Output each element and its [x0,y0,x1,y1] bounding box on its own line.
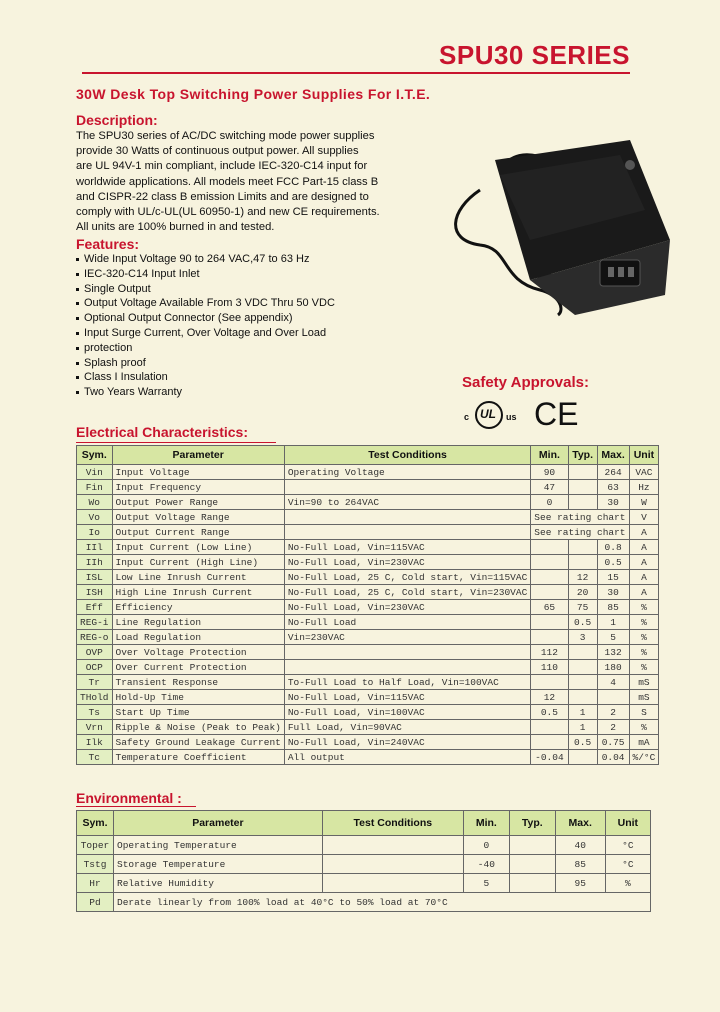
electrical-row [77,495,659,510]
cell-max [597,690,629,705]
cell-unit: VAC [629,465,659,480]
cell-min [531,735,568,750]
feature-item: Input Surge Current, Over Voltage and Over Load [76,326,335,341]
cell-test-conditions [284,480,530,495]
cell-parameter: Start Up Time [112,705,284,720]
cell-typ [509,855,555,874]
cell-max: 30 [597,495,629,510]
features-list [76,252,335,400]
cell-min: -40 [463,855,509,874]
cell-unit: mS [629,690,659,705]
cell-sym: Ts [77,705,113,720]
cell-sym: ISL [77,570,113,585]
cell-sym: Wo [77,495,113,510]
cell-sym: Pd [77,893,114,912]
cell-unit: S [629,705,659,720]
cell-unit: % [605,874,650,893]
feature-item: Single Output [76,282,335,297]
cell-typ: 1 [568,705,597,720]
electrical-row [77,480,659,495]
col-max: Max. [597,446,629,465]
cell-test-conditions: No-Full Load, Vin=230VAC [284,600,530,615]
cell-typ [568,750,597,765]
cell-typ: 1 [568,720,597,735]
cell-parameter: Temperature Coefficient [112,750,284,765]
cell-sym: Ilk [77,735,113,750]
cell-parameter: Output Power Range [112,495,284,510]
cell-max: 63 [597,480,629,495]
cell-min [531,615,568,630]
environmental-heading: Environmental : [76,790,182,806]
cell-test-conditions: No-Full Load, Vin=230VAC [284,555,530,570]
cell-max: 0.04 [597,750,629,765]
ul-c-letter: c [464,412,470,422]
cell-typ: 3 [568,630,597,645]
cell-sym: Io [77,525,113,540]
cell-sym: Vo [77,510,113,525]
cell-sym: Eff [77,600,113,615]
cell-unit: A [629,525,659,540]
cell-min: 47 [531,480,568,495]
cell-min: 0 [531,495,568,510]
feature-item: Splash proof [76,356,335,371]
cell-test-conditions [284,510,530,525]
electrical-row [77,570,659,585]
cell-parameter: Low Line Inrush Current [112,570,284,585]
cell-test-conditions: No-Full Load, 25 C, Cold start, Vin=230VAC [284,585,530,600]
safety-heading: Safety Approvals: [462,374,589,391]
col-parameter: Parameter [112,446,284,465]
cell-parameter: Input Current (High Line) [112,555,284,570]
col-parameter: Parameter [114,811,323,836]
description-line: worldwide applications. All models meet FCC Part-15 class B [76,175,379,188]
cell-parameter: Input Frequency [112,480,284,495]
cell-max: 85 [555,855,605,874]
cell-max: 1 [597,615,629,630]
cell-min: -0.04 [531,750,568,765]
cell-max: 0.75 [597,735,629,750]
electrical-row [77,660,659,675]
cell-parameter: Line Regulation [112,615,284,630]
cell-parameter: Output Current Range [112,525,284,540]
cell-max: 180 [597,660,629,675]
cell-parameter: Safety Ground Leakage Current [112,735,284,750]
electrical-heading: Electrical Characteristics: [76,424,248,440]
cell-sym: OVP [77,645,113,660]
electrical-row [77,690,659,705]
cell-sym: REG-o [77,630,113,645]
cell-parameter: Storage Temperature [114,855,323,874]
cell-max: 5 [597,630,629,645]
electrical-header-row [77,446,659,465]
cell-unit: °C [605,836,650,855]
electrical-row [77,585,659,600]
cell-min [531,720,568,735]
electrical-row [77,525,659,540]
cell-parameter: Input Current (Low Line) [112,540,284,555]
feature-item: Class I Insulation [76,370,335,385]
cell-sym: ISH [77,585,113,600]
cell-typ [568,540,597,555]
environmental-row [77,855,651,874]
electrical-row [77,750,659,765]
cell-test-conditions: No-Full Load, Vin=100VAC [284,705,530,720]
cell-unit: Hz [629,480,659,495]
description-line: comply with UL/c-UL(UL 60950-1) and new CE requirements. [76,206,380,219]
features-heading: Features: [76,236,140,252]
cell-sym: Tr [77,675,113,690]
cell-min: 90 [531,465,568,480]
cell-sym: Toper [77,836,114,855]
cell-unit: % [629,720,659,735]
environmental-row [77,874,651,893]
cell-typ [568,465,597,480]
cell-max: 0.5 [597,555,629,570]
cell-typ [568,690,597,705]
environmental-row [77,893,651,912]
cell-max: 40 [555,836,605,855]
electrical-row [77,720,659,735]
cell-test-conditions [322,855,463,874]
cell-test-conditions [322,836,463,855]
electrical-table [76,445,659,765]
feature-item: protection [76,341,335,356]
ul-us-letters: us [506,412,517,422]
cell-test-conditions [322,874,463,893]
feature-item: Two Years Warranty [76,385,335,400]
electrical-row [77,630,659,645]
col-min: Min. [531,446,568,465]
cell-parameter: Relative Humidity [114,874,323,893]
cell-min [531,540,568,555]
cell-test-conditions: No-Full Load, 25 C, Cold start, Vin=115VAC [284,570,530,585]
cell-typ: 20 [568,585,597,600]
title-divider [82,72,630,74]
col-test-conditions: Test Conditions [322,811,463,836]
electrical-row [77,540,659,555]
cell-test-conditions: No-Full Load, Vin=115VAC [284,690,530,705]
cell-sym: Vin [77,465,113,480]
cell-parameter: Transient Response [112,675,284,690]
cell-parameter: Load Regulation [112,630,284,645]
cell-derate-text: Derate linearly from 100% load at 40°C to 50% load at 70°C [114,893,651,912]
cell-test-conditions [284,525,530,540]
environmental-heading-rule [76,806,196,807]
cell-test-conditions [284,660,530,675]
description-line: All units are 100% burned in and tested. [76,221,275,234]
page-title: SPU30 SERIES [439,40,630,70]
cell-min: 0.5 [531,705,568,720]
cell-min [531,555,568,570]
cell-test-conditions: No-Full Load, Vin=240VAC [284,735,530,750]
description-line: provide 30 Watts of continuous output power. All supplies [76,145,359,158]
cell-sym: Vrn [77,720,113,735]
environmental-table-body [77,836,651,912]
electrical-row [77,705,659,720]
cell-min: 5 [463,874,509,893]
description-heading: Description: [76,112,158,128]
cell-min: 112 [531,645,568,660]
electrical-heading-rule [76,442,276,443]
cell-typ [568,495,597,510]
description-line: and CISPR-22 class B emission Limits and are designed to [76,190,369,203]
feature-item: IEC-320-C14 Input Inlet [76,267,335,282]
cell-unit: A [629,585,659,600]
electrical-row [77,555,659,570]
cell-typ [568,645,597,660]
cell-unit: mA [629,735,659,750]
cell-test-conditions: Full Load, Vin=90VAC [284,720,530,735]
cell-max: 95 [555,874,605,893]
cell-parameter: Hold-Up Time [112,690,284,705]
cell-unit: % [629,630,659,645]
electrical-row [77,465,659,480]
cell-unit: W [629,495,659,510]
cell-typ [509,836,555,855]
cell-parameter: Input Voltage [112,465,284,480]
cell-sym: Tc [77,750,113,765]
cell-unit: % [629,645,659,660]
cell-unit: %/°C [629,750,659,765]
cell-max: 15 [597,570,629,585]
col-sym: Sym. [77,446,113,465]
cell-min: 12 [531,690,568,705]
ul-mark: UL [480,407,496,421]
cell-unit: % [629,600,659,615]
cell-max: 0.8 [597,540,629,555]
cell-sym: IIh [77,555,113,570]
cell-parameter: Operating Temperature [114,836,323,855]
cell-unit: A [629,540,659,555]
electrical-row [77,615,659,630]
cell-parameter: Over Voltage Protection [112,645,284,660]
cell-min: 110 [531,660,568,675]
cell-typ [568,555,597,570]
cell-typ [568,660,597,675]
page-subtitle: 30W Desk Top Switching Power Supplies For I.T.E. [76,86,431,102]
cell-test-conditions: Vin=230VAC [284,630,530,645]
col-typ: Typ. [568,446,597,465]
cell-unit: mS [629,675,659,690]
cell-unit: % [629,615,659,630]
cell-max: 264 [597,465,629,480]
cell-max: 2 [597,720,629,735]
description-text [76,129,396,235]
cell-min-max-span: See rating chart [531,510,629,525]
cell-parameter: Over Current Protection [112,660,284,675]
electrical-row [77,735,659,750]
electrical-row [77,510,659,525]
cell-max: 85 [597,600,629,615]
cell-typ: 0.5 [568,615,597,630]
cell-test-conditions: To-Full Load to Half Load, Vin=100VAC [284,675,530,690]
col-max: Max. [555,811,605,836]
cell-min [531,675,568,690]
environmental-header-row [77,811,651,836]
power-supply-photo [440,130,670,330]
cell-test-conditions [284,645,530,660]
cell-unit: % [629,660,659,675]
electrical-row [77,675,659,690]
col-test-conditions: Test Conditions [284,446,530,465]
cell-min [531,570,568,585]
cell-typ: 0.5 [568,735,597,750]
feature-item: Optional Output Connector (See appendix) [76,311,335,326]
cell-sym: THold [77,690,113,705]
cell-test-conditions: All output [284,750,530,765]
col-unit: Unit [629,446,659,465]
cell-sym: Fin [77,480,113,495]
cell-sym: IIl [77,540,113,555]
col-typ: Typ. [509,811,555,836]
cell-typ [509,874,555,893]
cell-max: 132 [597,645,629,660]
col-sym: Sym. [77,811,114,836]
electrical-row [77,645,659,660]
cell-typ: 75 [568,600,597,615]
cell-typ [568,480,597,495]
cell-sym: Hr [77,874,114,893]
cell-parameter: Ripple & Noise (Peak to Peak) [112,720,284,735]
cell-parameter: Output Voltage Range [112,510,284,525]
certification-logos [462,398,582,438]
cell-unit: A [629,570,659,585]
cell-sym: Tstg [77,855,114,874]
environmental-table [76,810,651,912]
cell-sym: OCP [77,660,113,675]
cell-unit: A [629,555,659,570]
cell-test-conditions: Vin=90 to 264VAC [284,495,530,510]
cell-min-max-span: See rating chart [531,525,629,540]
feature-item: Output Voltage Available From 3 VDC Thru 50 VDC [76,296,335,311]
electrical-table-body [77,465,659,765]
cell-min: 65 [531,600,568,615]
cell-typ: 12 [568,570,597,585]
cell-test-conditions: Operating Voltage [284,465,530,480]
feature-item: Wide Input Voltage 90 to 264 VAC,47 to 63 Hz [76,252,335,267]
cell-unit: V [629,510,659,525]
col-unit: Unit [605,811,650,836]
cell-test-conditions: No-Full Load [284,615,530,630]
cell-min [531,585,568,600]
cell-parameter: High Line Inrush Current [112,585,284,600]
ce-mark: CE [534,396,579,432]
cell-test-conditions: No-Full Load, Vin=115VAC [284,540,530,555]
cell-typ [568,675,597,690]
col-min: Min. [463,811,509,836]
cell-max: 2 [597,705,629,720]
environmental-row [77,836,651,855]
description-line: The SPU30 series of AC/DC switching mode power supplies [76,130,375,142]
cell-min [531,630,568,645]
cell-min: 0 [463,836,509,855]
cell-parameter: Efficiency [112,600,284,615]
cell-sym: REG-i [77,615,113,630]
cell-max: 4 [597,675,629,690]
electrical-row [77,600,659,615]
cell-unit: °C [605,855,650,874]
description-line: are UL 94V-1 min compliant, include IEC-320-C14 input for [76,160,368,173]
cell-max: 30 [597,585,629,600]
